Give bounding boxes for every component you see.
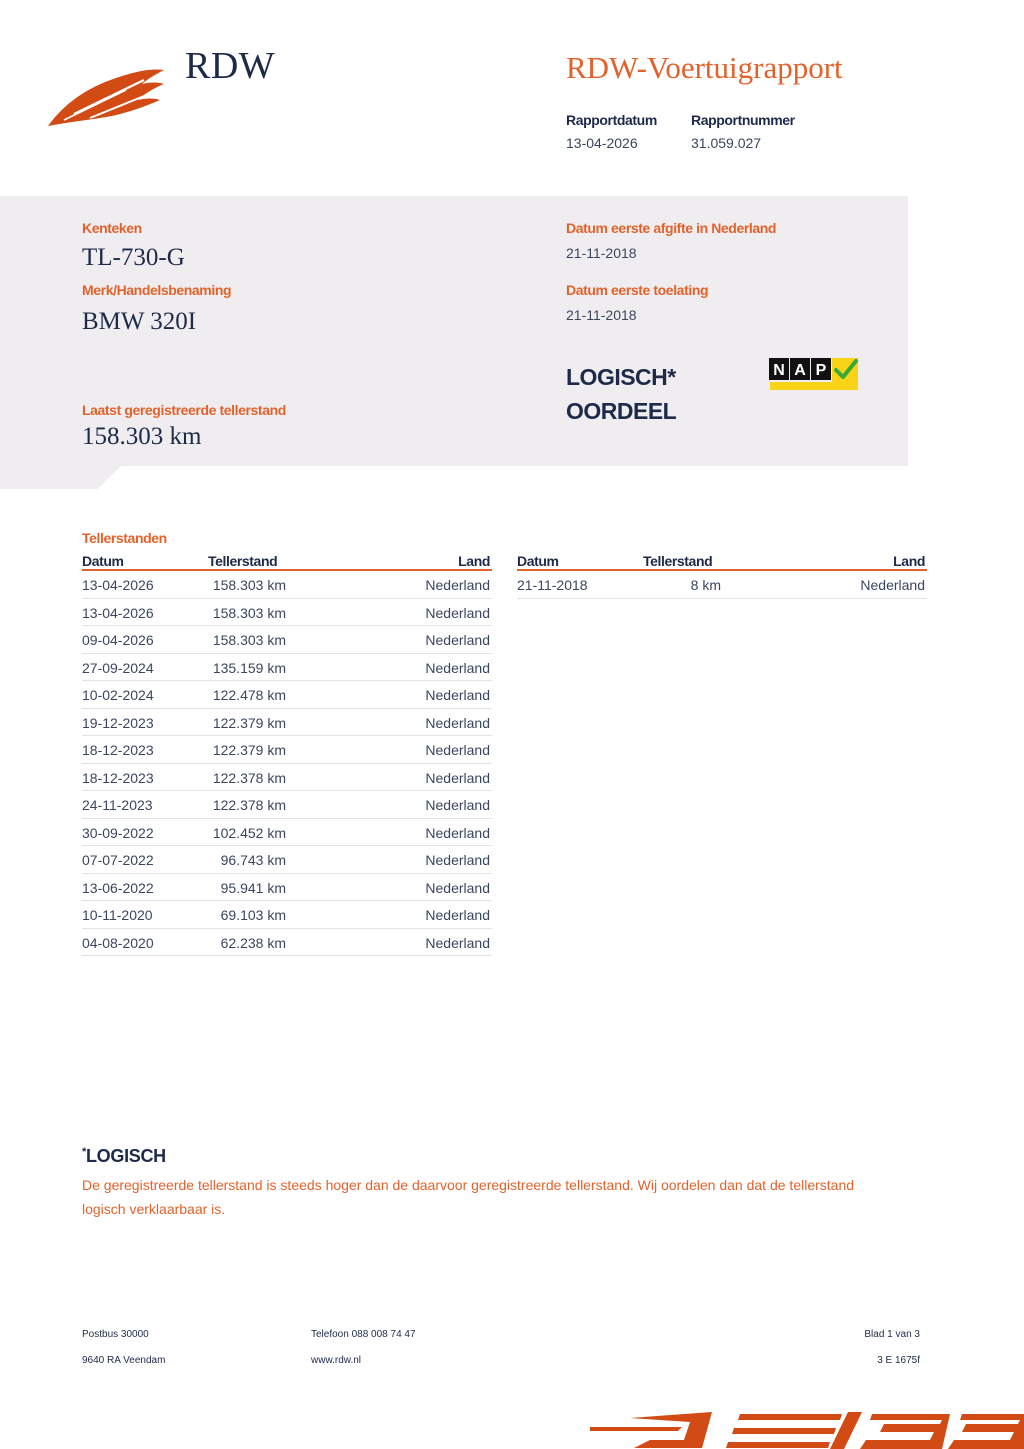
footnote-title: LOGISCH (85, 1146, 166, 1166)
footnote-text: De geregistreerde tellerstand is steeds hoger dan de daarvoor geregistreerde tellerstand. Wij oordelen dan dat de tellerstand logisch verklaarbaar is. (82, 1177, 855, 1217)
cell-odometer: 96.743 km (220, 852, 286, 868)
table-row (82, 626, 492, 654)
cell-date: 10-02-2024 (82, 687, 154, 703)
cell-country: Nederland (425, 934, 490, 951)
cell-odometer: 135.159 km (212, 659, 286, 676)
table-row (82, 846, 492, 874)
cell-date: 10-11-2020 (82, 907, 153, 923)
cell-country: Nederland (425, 824, 490, 841)
report-title: RDW-Voertuigrapport (566, 50, 843, 85)
first-admission: 21-11-2018 (566, 307, 637, 323)
cell-country: Nederland (425, 577, 490, 593)
footer-stripes-decoration (590, 1410, 1024, 1449)
cell-date: 13-04-2026 (82, 577, 154, 593)
cell-date: 18-12-2023 (82, 769, 154, 786)
cell-date: 07-07-2022 (82, 852, 154, 868)
cell-odometer: 8 km (690, 577, 721, 593)
cell-odometer: 69.103 km (220, 907, 286, 923)
table-row (82, 929, 492, 957)
cell-date: 24-11-2023 (82, 797, 153, 813)
cell-country: Nederland (425, 659, 490, 676)
cell-odometer: 95.941 km (220, 879, 286, 896)
cell-date: 30-09-2022 (82, 824, 154, 841)
cell-odometer: 158.303 km (212, 604, 286, 621)
odometer-section-title: Tellerstanden (82, 530, 167, 546)
cell-country: Nederland (425, 714, 490, 731)
cell-date: 21-11-2018 (517, 577, 588, 593)
table-row (82, 764, 492, 792)
report-date-label: Rapportdatum (566, 112, 657, 128)
verdict-line-1: LOGISCH* (566, 364, 676, 390)
cell-date: 19-12-2023 (82, 714, 154, 731)
odometer-table-left (82, 553, 492, 956)
footnote-heading (82, 1146, 166, 1167)
footer-document-code: 3 E 1675f (877, 1355, 920, 1366)
plate-label: Kenteken (82, 220, 142, 236)
table-row (82, 791, 492, 819)
cell-odometer: 122.378 km (212, 769, 286, 786)
rdw-logo-icon (46, 60, 168, 130)
first-admission-label: Datum eerste toelating (566, 282, 709, 298)
cell-date: 27-09-2024 (82, 659, 154, 676)
table-header (82, 553, 492, 571)
cell-country: Nederland (425, 797, 490, 813)
cell-odometer: 158.303 km (212, 577, 286, 593)
cell-date: 13-06-2022 (82, 879, 154, 896)
cell-odometer: 158.303 km (212, 632, 286, 648)
cell-odometer: 122.378 km (212, 797, 286, 813)
cell-country: Nederland (425, 879, 490, 896)
column-header-country: Land (893, 553, 925, 569)
footnote-asterisk: * (82, 1146, 86, 1158)
cell-odometer: 122.478 km (212, 687, 286, 703)
column-header-odometer: Tellerstand (643, 553, 713, 569)
cell-country: Nederland (425, 852, 490, 868)
brand-name: RDW (185, 45, 276, 87)
footer-page-number: Blad 1 van 3 (864, 1329, 920, 1340)
table-row (82, 819, 492, 847)
cell-odometer: 122.379 km (212, 714, 286, 731)
cell-country: Nederland (425, 687, 490, 703)
table-row (82, 736, 492, 764)
table-row (82, 681, 492, 709)
nap-letter-a: A (794, 362, 806, 379)
verdict-line-2: OORDEEL (566, 398, 677, 424)
table-row (82, 654, 492, 682)
odometer-rows-right (517, 571, 927, 599)
report-number-label: Rapportnummer (691, 112, 795, 128)
nap-logo-icon (768, 356, 860, 391)
table-row (82, 874, 492, 902)
column-header-date: Datum (517, 553, 559, 569)
cell-date: 04-08-2020 (82, 934, 154, 951)
last-odometer: 158.303 km (82, 423, 202, 450)
first-issue-nl-label: Datum eerste afgifte in Nederland (566, 220, 777, 236)
odometer-table-right (517, 553, 927, 599)
odometer-rows-left (82, 571, 492, 956)
first-issue-nl: 21-11-2018 (566, 245, 637, 261)
vehicle-make: BMW 320I (82, 308, 197, 335)
cell-odometer: 122.379 km (212, 742, 286, 758)
cell-country: Nederland (425, 632, 490, 648)
odometer-label: Laatst geregistreerde tellerstand (82, 402, 286, 418)
table-row (82, 709, 492, 737)
cell-date: 09-04-2026 (82, 632, 154, 648)
table-header (517, 553, 927, 571)
footer-phone: Telefoon 088 008 74 47 (311, 1329, 416, 1340)
footer-website[interactable]: www.rdw.nl (311, 1355, 362, 1366)
license-plate: TL-730-G (82, 244, 185, 271)
nap-letter-n: N (773, 362, 785, 379)
cell-date: 13-04-2026 (82, 604, 154, 621)
table-row (82, 571, 492, 599)
report-date: 13-04-2026 (566, 135, 638, 151)
column-header-country: Land (458, 553, 490, 569)
cell-country: Nederland (860, 577, 925, 593)
nap-letter-p: P (815, 362, 827, 379)
table-row (82, 901, 492, 929)
cell-date: 18-12-2023 (82, 742, 154, 758)
cell-odometer: 102.452 km (212, 824, 286, 841)
table-row (82, 599, 492, 627)
footer-address-line-2: 9640 RA Veendam (82, 1355, 166, 1366)
cell-country: Nederland (425, 742, 490, 758)
column-header-odometer: Tellerstand (208, 553, 278, 569)
summary-band-tab (0, 465, 122, 489)
cell-country: Nederland (425, 604, 490, 621)
cell-odometer: 62.238 km (220, 934, 286, 951)
cell-country: Nederland (425, 769, 490, 786)
make-label: Merk/Handelsbenaming (82, 282, 232, 298)
footer-address-line-1: Postbus 30000 (82, 1329, 149, 1340)
column-header-date: Datum (82, 553, 124, 569)
report-number: 31.059.027 (691, 135, 762, 151)
table-row (517, 571, 927, 599)
cell-country: Nederland (425, 907, 490, 923)
